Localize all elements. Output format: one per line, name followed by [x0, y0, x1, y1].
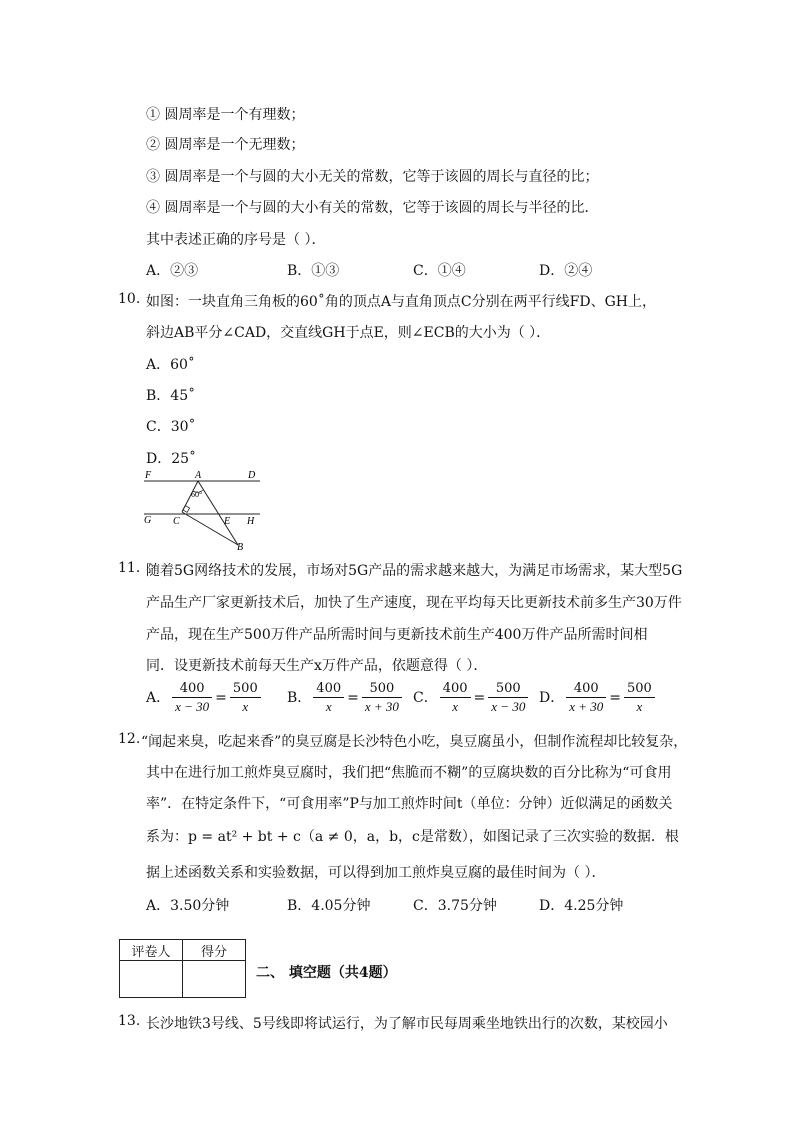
- label-a: A: [195, 470, 202, 481]
- q12-option-a: A．3.50分钟: [146, 898, 230, 914]
- q9-statement-3: ③ 圆周率是一个与圆的大小无关的常数，它等于该圆的周长与直径的比；: [146, 169, 599, 185]
- q12-option-d: D．4.25分钟: [539, 898, 624, 914]
- score-table: [119, 939, 246, 998]
- option-label: C．: [413, 690, 438, 706]
- q10-option-b: B．45˚: [146, 388, 196, 404]
- label-b: B: [237, 542, 244, 552]
- q9-option-c: C．①④: [413, 263, 466, 279]
- option-label: A．: [146, 690, 171, 706]
- option-label: B．: [287, 690, 312, 706]
- q12-line1: “闻起来臭，吃起来香”的臭豆腐是长沙特色小吃，臭豆腐虽小，但制作流程却比较复杂，: [141, 734, 688, 750]
- q13-number: 13.: [118, 1013, 141, 1029]
- q9-statement-1: ① 圆周率是一个有理数；: [146, 107, 305, 123]
- q10-line1: 如图：一块直角三角板的60˚角的顶点A与直角顶点C分别在两平行线FD、GH上，: [146, 294, 656, 310]
- q11-option-c: C． $\frac{400}{x}$ = $\frac{500}{x - 30}$: [413, 681, 530, 715]
- fraction-right: $\frac{500}{x}$: [230, 681, 261, 715]
- score-cell: [183, 961, 246, 998]
- q11-line4: 同．设更新技术前每天生产x万件产品，依题意得（ ）．: [146, 658, 488, 674]
- fraction-right: $\frac{500}{x + 30}$: [362, 681, 402, 715]
- q11-option-a: A． $\frac{400}{x - 30}$ = $\frac{500}{x}$: [146, 681, 263, 715]
- q13-line1: 长沙地铁3号线、5号线即将试运行，为了解市民每周乘坐地铁出行的次数，某校园小: [146, 1016, 668, 1032]
- q11-line2: 产品生产厂家更新技术后，加快了生产速度，现在平均每天比更新技术前多生产30万件: [146, 595, 682, 611]
- grader-header: 评卷人: [120, 940, 183, 961]
- score-header: 得分: [183, 940, 246, 961]
- q10-line2: 斜边AB平分∠CAD，交直线GH于点E，则∠ECB的大小为（ ）．: [146, 325, 551, 341]
- fraction-left: $\frac{400}{x}$: [313, 681, 344, 715]
- q9-option-b: B．①③: [287, 263, 340, 279]
- fraction-left: $\frac{400}{x}$: [440, 681, 471, 715]
- q10-option-d: D．25˚: [146, 451, 197, 467]
- label-60-degree: 60°: [191, 490, 203, 499]
- q12-option-c: C．3.75分钟: [413, 898, 497, 914]
- q11-option-b: B． $\frac{400}{x}$ = $\frac{500}{x + 30}$: [287, 681, 404, 715]
- fraction-left: $\frac{400}{x + 30}$: [566, 681, 606, 715]
- q10-figure: [140, 466, 270, 552]
- fraction-right: $\frac{500}{x}$: [624, 681, 655, 715]
- option-label: D．: [539, 690, 565, 706]
- section-title: 二、 填空题（共4题）: [256, 965, 397, 981]
- q11-line1: 随着5G网络技术的发展，市场对5G产品的需求越来越大，为满足市场需求，某大型5G: [146, 563, 683, 579]
- q11-line3: 产品，现在生产500万件产品所需时间与更新技术前生产400万件产品所需时间相: [146, 627, 648, 643]
- q12-line5: 据上述函数关系和实验数据，可以得到加工煎炸臭豆腐的最佳时间为（ ）．: [146, 865, 606, 881]
- q9-prompt: 其中表述正确的序号是（ ）．: [146, 232, 326, 248]
- label-d: D: [248, 470, 256, 481]
- q12-line3: 率”．在特定条件下，“可食用率”P与加工煎炸时间t（单位：分钟）近似满足的函数关: [146, 796, 673, 812]
- q12-option-b: B．4.05分钟: [287, 898, 371, 914]
- q9-statement-2: ② 圆周率是一个无理数；: [146, 137, 305, 153]
- q9-statement-4: ④ 圆周率是一个与圆的大小有关的常数，它等于该圆的周长与半径的比．: [146, 200, 599, 216]
- label-e: E: [224, 516, 231, 527]
- segment-ab: [198, 481, 238, 545]
- label-g: G: [144, 515, 152, 526]
- q12-line2: 其中在进行加工煎炸臭豆腐时，我们把“焦脆而不糊”的豆腐块数的百分比称为“可食用: [146, 765, 672, 781]
- q10-option-a: A．60˚: [146, 357, 195, 373]
- q12-line4: 系为：p = at² + bt + c（a ≠ 0，a，b，c是常数），如图记录了三次实验的数据．根: [146, 829, 679, 845]
- label-c: C: [173, 516, 180, 527]
- q11-option-d: D． $\frac{400}{x + 30}$ = $\frac{500}{x}$: [539, 681, 657, 715]
- fraction-right: $\frac{500}{x - 30}$: [488, 681, 528, 715]
- q11-number: 11.: [118, 560, 141, 576]
- label-f: F: [145, 470, 152, 481]
- q9-option-d: D．②④: [539, 263, 593, 279]
- q12-number: 12.: [118, 731, 141, 747]
- label-h: H: [247, 516, 255, 527]
- q10-option-c: C．30˚: [146, 419, 196, 435]
- q10-number: 10.: [118, 291, 141, 307]
- fraction-left: $\frac{400}{x - 30}$: [172, 681, 212, 715]
- grader-cell: [120, 961, 183, 998]
- q9-option-a: A．②③: [146, 263, 199, 279]
